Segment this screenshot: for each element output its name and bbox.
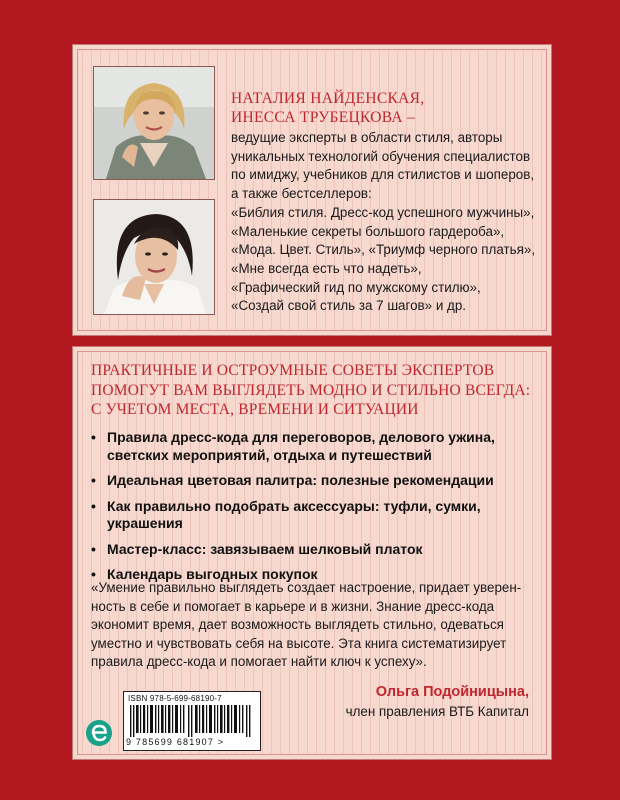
quote-line: правила дресс-кода и помогает найти ключ к успеху». [91,654,427,670]
headline [91,361,541,420]
bullet-marker: • [91,566,96,582]
bio-line: по имиджу, учебников для стилистов и шоперов, [231,167,535,183]
feature-text: Как правильно подобрать аксессуары: туфли, сумки, [107,497,481,514]
feature-text: украшения [107,515,183,531]
quote-author-role: член правления ВТБ Капитал [345,704,529,719]
bio-line: «Библия стиля. Дресс-код успешного мужчины», [231,204,535,220]
bio-line: а также бестселлеров: [231,186,372,202]
bullet-marker: • [91,429,96,445]
bio-line: «Маленькие секреты большого гардероба», [231,223,505,239]
content-panel [72,346,552,760]
eksmo-logo-icon [85,719,113,747]
bio-line: «Мне всегда есть что надеть», [231,260,422,276]
headline-line: С УЧЕТОМ МЕСТА, ВРЕМЕНИ И СИТУАЦИИ [91,401,419,418]
quote-line: «Умение правильно выглядеть создает настроение, придает уверен- [91,580,522,595]
bio-line: ведущие эксперты в области стиля, авторы [231,130,503,145]
headline-line: ПОМОГУТ ВАМ ВЫГЛЯДЕТЬ МОДНО И СТИЛЬНО ВСЕГДА: [91,381,531,399]
bullet-marker: • [91,472,96,488]
author-names [231,89,546,127]
feature-item [91,472,541,490]
feature-text: Идеальная цветовая палитра: полезные рекомендации [107,472,494,488]
isbn-label: ISBN 978-5-699-68190-7 [128,694,222,703]
bio-line: уникальных технологий обучения специалистов [231,148,531,164]
quote-line: ность в себе и помогает в карьере и в жизни. Знание дресс-кода [91,598,495,614]
feature-item [91,541,541,559]
author-name: ИНЕССА ТРУБЕЦКОВА – [231,109,416,126]
authors-panel [72,44,552,336]
author-photo-blonde [93,66,215,180]
bio-line: «Графический гид по мужскому стилю», [231,279,481,295]
quote-line: уместно и чувствовать себя на высоте. Эта книга систематизирует [91,635,507,651]
quote-author-name: Ольга Подойницына, [375,684,529,700]
feature-list [91,429,541,592]
feature-text: Правила дресс-кода для переговоров, делового ужина, [107,429,495,445]
barcode-bars [130,705,254,737]
barcode [123,691,261,751]
feature-text: Мастер-класс: завязываем шелковый платок [107,540,423,557]
feature-item [91,498,541,533]
quote-line: экономит время, дает возможность выглядеть стильно, одеваться [91,617,504,633]
feature-text: светских мероприятий, отдыха и путешествий [107,446,432,463]
author-photo-brunette [93,199,215,315]
headline-line: ПРАКТИЧНЫЕ И ОСТРОУМНЫЕ СОВЕТЫ ЭКСПЕРТОВ [91,362,495,379]
author-bio [231,129,549,316]
bullet-marker: • [91,540,96,557]
bio-line: «Создай свой стиль за 7 шагов» и др. [231,298,467,314]
bio-line: «Мода. Цвет. Стиль», «Триумф черного платья», [231,242,536,258]
bullet-marker: • [91,497,96,514]
author-name: НАТАЛИЯ НАЙДЕНСКАЯ, [231,90,425,107]
feature-item [91,429,541,464]
feature-text: Календарь выгодных покупок [107,566,318,582]
testimonial-quote [91,579,541,672]
barcode-digits: 9 785699 681907 > [126,737,225,747]
